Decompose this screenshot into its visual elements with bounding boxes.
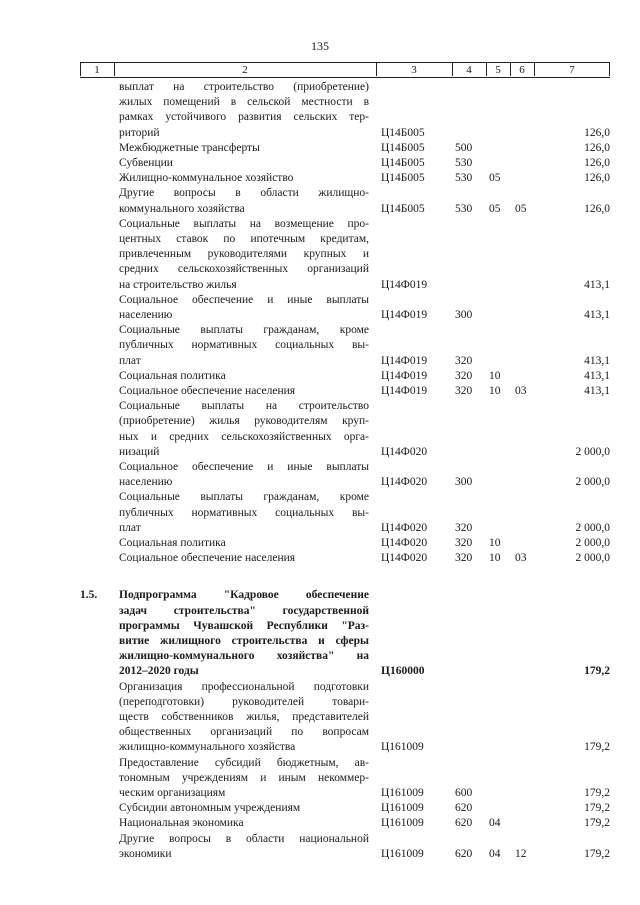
row-amount: 2 000,0 <box>575 521 610 534</box>
row-name <box>119 384 369 399</box>
header-divider <box>114 62 115 76</box>
row-subsection: 12 <box>515 847 527 860</box>
row-name <box>119 399 369 460</box>
row-name-line: на строительство жилья <box>119 278 237 291</box>
row-name-line: Социальное обеспечение и иные выплаты <box>119 293 369 306</box>
row-name-line: Предоставление субсидий бюджетным, ав- <box>119 756 369 769</box>
row-expense-type: 620 <box>455 847 473 860</box>
row-number: 1.5. <box>80 589 98 602</box>
row-expense-type: 320 <box>455 385 473 397</box>
row-name <box>119 156 369 171</box>
row-name-line: плат <box>119 521 141 534</box>
row-name-line: выплат на строительство (приобретение) <box>119 81 369 93</box>
row-amount: 126,0 <box>584 141 610 154</box>
row-code: Ц14Ф019 <box>381 308 428 321</box>
row-name <box>119 186 369 216</box>
row-code: Ц14Ф020 <box>381 476 428 489</box>
row-name-line: витие жилищного строительства и сферы <box>119 635 369 647</box>
row-subsection: 03 <box>515 385 527 397</box>
row-section: 04 <box>489 847 501 860</box>
row-expense-type: 620 <box>455 802 473 815</box>
row-amount: 179,2 <box>584 741 610 754</box>
row-name-line: Другие вопросы в области жилищно- <box>119 187 369 200</box>
header-divider <box>80 62 81 76</box>
row-name-line: Межбюджетные трансферты <box>119 141 260 154</box>
row-code: Ц14Ф020 <box>381 552 428 565</box>
row-name-line: Социальное обеспечение населения <box>119 552 296 565</box>
row-name <box>119 756 369 802</box>
row-name-line: Социальные выплаты на строительство <box>119 400 369 413</box>
row-code: Ц161009 <box>381 786 424 799</box>
row-name-line: (переподготовки) руководителей товари- <box>119 695 369 708</box>
row-expense-type: 530 <box>455 172 473 185</box>
row-code: Ц14Б005 <box>381 126 425 139</box>
row-section: 05 <box>489 172 501 185</box>
row-name-line: Другие вопросы в области национальной <box>119 832 369 845</box>
header-col-2: 2 <box>242 64 248 76</box>
row-name <box>119 816 369 831</box>
row-amount: 413,1 <box>584 354 610 367</box>
row-section: 05 <box>489 202 501 215</box>
row-expense-type: 600 <box>455 786 473 799</box>
row-code: Ц14Б005 <box>381 157 425 169</box>
row-amount: 179,2 <box>584 665 610 678</box>
row-amount: 2 000,0 <box>575 537 610 549</box>
row-amount: 126,0 <box>584 126 610 139</box>
row-code: Ц14Б005 <box>381 172 425 185</box>
row-name-line: Жилищно-коммунальное хозяйство <box>119 172 294 185</box>
row-name-line: тономным учреждениям и иным некоммер- <box>119 771 369 784</box>
row-name-line: задач строительства" государственной <box>119 604 369 617</box>
row-code: Ц161009 <box>381 817 424 830</box>
row-name <box>119 323 369 369</box>
row-name <box>119 293 369 323</box>
row-name-line: Субсидии автономным учреждениям <box>119 802 301 815</box>
row-section: 10 <box>489 369 501 382</box>
row-name <box>119 680 369 756</box>
row-amount: 2 000,0 <box>575 476 610 489</box>
row-amount: 413,1 <box>584 278 610 291</box>
row-name <box>119 588 369 679</box>
row-name-line: жилищно-коммунального хозяйства <box>119 741 296 754</box>
row-name-line: ных и средних сельскохозяйственных орга- <box>119 430 369 443</box>
row-amount: 413,1 <box>584 308 610 321</box>
row-section: 04 <box>489 817 501 830</box>
row-amount: 179,2 <box>584 847 610 860</box>
row-name-line: центных ставок по ипотечным кредитам, <box>119 233 369 245</box>
row-expense-type: 300 <box>455 476 473 489</box>
row-name-line: ществ собственников жилья, представителей <box>119 711 369 723</box>
row-name-line: Подпрограмма "Кадровое обеспечение <box>119 589 369 602</box>
row-code: Ц161009 <box>381 802 424 815</box>
row-name <box>119 171 369 186</box>
row-expense-type: 320 <box>455 369 473 382</box>
row-name-line: средних сельскохозяйственных организаций <box>119 263 369 276</box>
row-expense-type: 530 <box>455 157 473 169</box>
header-col-3: 3 <box>411 64 417 76</box>
row-name <box>119 80 369 141</box>
row-amount: 126,0 <box>584 172 610 185</box>
row-expense-type: 320 <box>455 354 473 367</box>
row-name-line: Субвенции <box>119 157 173 169</box>
row-name-line: привлеченным руководителями крупных и <box>119 248 369 261</box>
row-name <box>119 490 369 536</box>
row-name-line: Организация профессиональной подготовки <box>119 680 369 693</box>
header-divider <box>609 62 610 76</box>
row-name-line: Социальная политика <box>119 537 226 549</box>
row-amount: 179,2 <box>584 802 610 815</box>
row-code: Ц14Ф020 <box>381 537 428 549</box>
header-divider <box>452 62 453 76</box>
header-col-7: 7 <box>569 64 575 76</box>
header-divider <box>534 62 535 76</box>
row-name <box>119 551 369 566</box>
row-name-line: Социальные выплаты гражданам, кроме <box>119 491 369 504</box>
row-name-line: 2012–2020 годы <box>119 665 199 678</box>
row-name-line: экономики <box>119 847 172 860</box>
row-name-line: рамках устойчивого развития сельских тер- <box>119 111 369 124</box>
row-name-line: ческим организациям <box>119 787 226 799</box>
row-amount: 179,2 <box>584 817 610 830</box>
header-col-5: 5 <box>495 64 501 76</box>
row-name-line: общественных организаций по вопросам <box>119 726 369 739</box>
row-name-line: Социальное обеспечение и иные выплаты <box>119 461 369 473</box>
row-code: Ц14Б005 <box>381 141 425 154</box>
header-col-1: 1 <box>94 64 100 76</box>
row-name <box>119 369 369 384</box>
row-expense-type: 620 <box>455 817 473 830</box>
row-name-line: населению <box>119 309 173 321</box>
header-divider <box>376 62 377 76</box>
row-name <box>119 217 369 293</box>
row-name-line: публичных нормативных социальных вы- <box>119 339 369 352</box>
row-code: Ц161009 <box>381 741 424 754</box>
row-subsection: 05 <box>515 202 527 215</box>
row-amount: 126,0 <box>584 202 610 215</box>
row-expense-type: 320 <box>455 552 473 565</box>
row-code: Ц14Ф020 <box>381 521 428 534</box>
row-expense-type: 320 <box>455 537 473 549</box>
row-amount: 2 000,0 <box>575 552 610 565</box>
row-expense-type: 320 <box>455 521 473 534</box>
row-name-line: (приобретение) жилья руководителям круп- <box>119 415 369 428</box>
row-code: Ц14Ф020 <box>381 445 428 458</box>
row-name-line: плат <box>119 354 141 367</box>
row-name-line: населению <box>119 476 173 489</box>
row-amount: 413,1 <box>584 369 610 382</box>
row-section: 10 <box>489 552 501 565</box>
row-subsection: 03 <box>515 552 527 565</box>
row-section: 10 <box>489 537 501 549</box>
row-code: Ц14Ф019 <box>381 354 428 367</box>
row-name-line: Социальная политика <box>119 369 226 382</box>
header-col-4: 4 <box>466 64 472 76</box>
row-name-line: низаций <box>119 445 160 458</box>
row-code: Ц161009 <box>381 847 424 860</box>
row-name <box>119 801 369 816</box>
row-name <box>119 141 369 156</box>
header-divider <box>510 62 511 76</box>
row-code: Ц14Ф019 <box>381 369 428 382</box>
row-expense-type: 300 <box>455 308 473 321</box>
page-number: 135 <box>311 39 329 53</box>
row-amount: 2 000,0 <box>575 445 610 458</box>
row-name-line: жилых помещений в сельской местности в <box>119 96 369 109</box>
row-amount: 179,2 <box>584 786 610 799</box>
row-name-line: Национальная экономика <box>119 817 244 830</box>
row-section: 10 <box>489 385 501 397</box>
header-divider <box>486 62 487 76</box>
row-name-line: программы Чувашской Республики "Раз- <box>119 619 369 632</box>
row-name <box>119 460 369 490</box>
row-name-line: Социальные выплаты гражданам, кроме <box>119 324 369 337</box>
row-amount: 126,0 <box>584 157 610 169</box>
row-code: Ц14Ф019 <box>381 278 428 291</box>
row-name-line: Социальные выплаты на возмещение про- <box>119 217 369 230</box>
table-header <box>80 62 610 78</box>
row-name <box>119 832 369 862</box>
row-name-line: жилищно-коммунального хозяйства" на <box>119 650 369 663</box>
row-name-line: Социальное обеспечение населения <box>119 385 296 397</box>
row-name <box>119 536 369 551</box>
row-name-line: риторий <box>119 126 160 139</box>
row-code: Ц14Б005 <box>381 202 425 215</box>
header-col-6: 6 <box>519 64 525 76</box>
row-code: Ц160000 <box>381 665 425 678</box>
row-name-line: публичных нормативных социальных вы- <box>119 506 369 519</box>
row-expense-type: 530 <box>455 202 473 215</box>
row-code: Ц14Ф019 <box>381 385 428 397</box>
row-name-line: коммунального хозяйства <box>119 202 245 215</box>
row-expense-type: 500 <box>455 141 473 154</box>
row-amount: 413,1 <box>584 385 610 397</box>
